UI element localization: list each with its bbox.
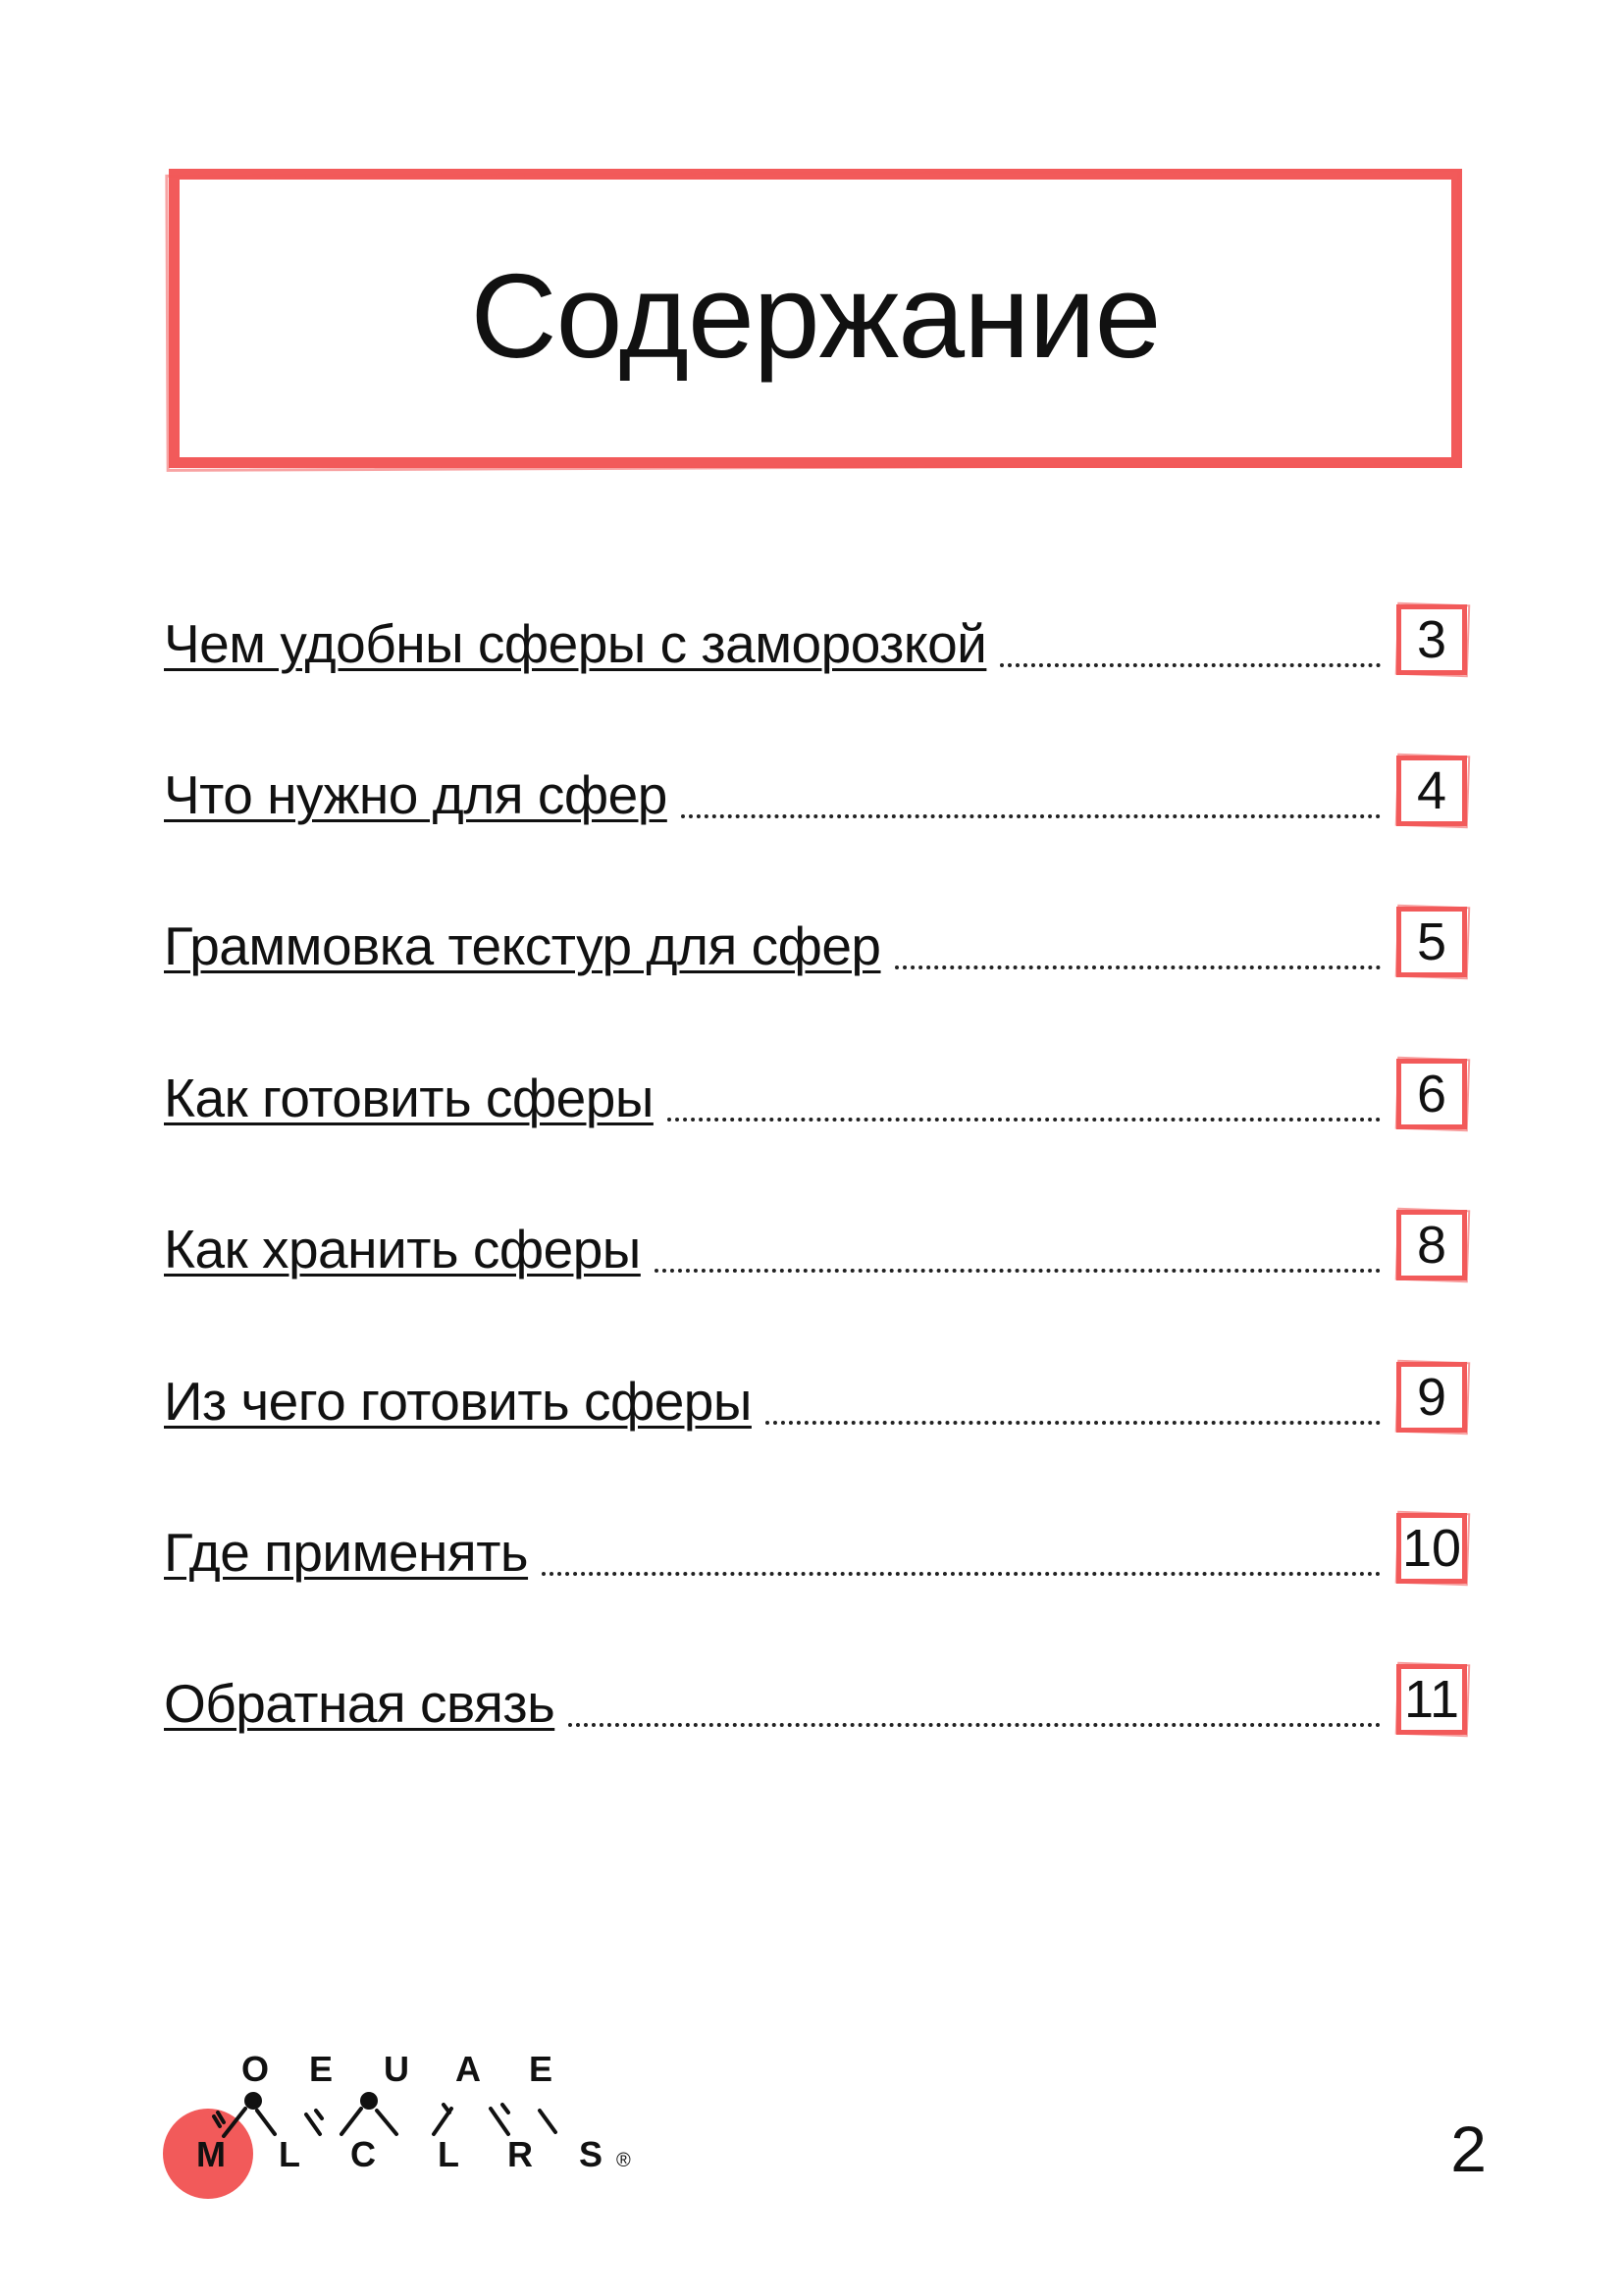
toc-entry-4[interactable] <box>164 1041 1467 1129</box>
toc-entry-6[interactable] <box>164 1344 1467 1433</box>
toc-page-number: 11 <box>1396 1664 1467 1735</box>
toc-entry-label[interactable]: Как хранить сферы <box>164 1219 641 1279</box>
logo-letter-bottom-6: S <box>578 2134 603 2174</box>
logo-letter-top-2: E <box>308 2049 334 2089</box>
toc-page-number: 8 <box>1396 1210 1467 1280</box>
page-number: 2 <box>1450 2113 1487 2185</box>
logo-letter-bottom-5: R <box>507 2134 533 2174</box>
registered-mark: ® <box>616 2150 631 2171</box>
toc-page-number: 4 <box>1396 756 1467 826</box>
toc-page-number: 5 <box>1396 907 1467 977</box>
dotted-leader <box>667 1118 1381 1122</box>
toc-entry-label[interactable]: Где применять <box>164 1522 529 1583</box>
logo-graphic <box>159 2036 650 2203</box>
toc-entry-label[interactable]: Граммовка текстур для сфер <box>164 915 881 976</box>
dotted-leader <box>765 1421 1381 1425</box>
dotted-leader <box>681 814 1381 818</box>
logo-letter-bottom-2: L <box>279 2134 300 2174</box>
dotted-leader <box>542 1572 1381 1576</box>
toc-page-number: 6 <box>1396 1059 1467 1129</box>
dotted-leader <box>895 965 1381 969</box>
toc-page-number: 10 <box>1396 1513 1467 1584</box>
toc-entry-7[interactable] <box>164 1495 1467 1584</box>
dotted-leader <box>568 1723 1381 1727</box>
dotted-leader <box>655 1269 1381 1273</box>
toc-entry-1[interactable] <box>164 587 1467 675</box>
logo-letter-top-1: O <box>240 2049 270 2089</box>
logo-letter-top-3: U <box>384 2049 409 2089</box>
dotted-leader <box>1000 663 1381 667</box>
logo-letter-bottom-1: M <box>196 2134 226 2174</box>
toc-entry-8[interactable] <box>164 1646 1467 1735</box>
toc-page-number: 9 <box>1396 1362 1467 1433</box>
toc-entry-2[interactable] <box>164 738 1467 826</box>
toc-entry-label[interactable]: Обратная связь <box>164 1673 555 1734</box>
logo-letter-bottom-3: C <box>350 2134 376 2174</box>
toc-entry-3[interactable] <box>164 889 1467 977</box>
page-title: Содержание <box>470 248 1161 383</box>
logo-letter-bottom-4: L <box>438 2134 459 2174</box>
toc-entry-label[interactable]: Что нужно для сфер <box>164 764 667 825</box>
toc-entry-label[interactable]: Как готовить сферы <box>164 1068 654 1128</box>
toc-entry-label[interactable]: Чем удобны сферы с заморозкой <box>164 613 987 674</box>
molecule-logo <box>159 2036 650 2203</box>
toc-page-number: 3 <box>1396 604 1467 675</box>
logo-letter-top-5: E <box>528 2049 553 2089</box>
logo-letter-top-4: A <box>455 2049 481 2089</box>
toc-entry-label[interactable]: Из чего готовить сферы <box>164 1371 752 1432</box>
toc-entry-5[interactable] <box>164 1192 1467 1280</box>
